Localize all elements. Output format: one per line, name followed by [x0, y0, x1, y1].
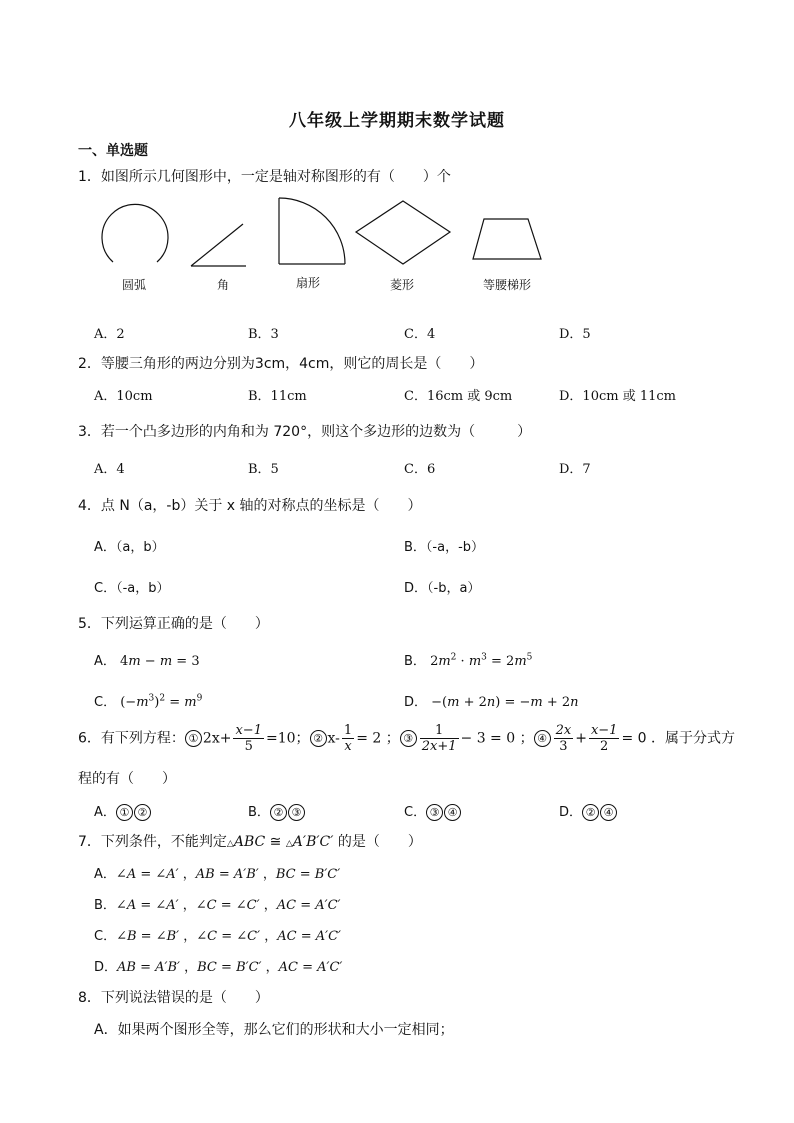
- question-5: 5．下列运算正确的是（ ）: [78, 616, 269, 632]
- figure-label-arc: 圆弧: [122, 278, 147, 292]
- circled-2: ②: [310, 730, 327, 747]
- q3-option-c[interactable]: C．6: [404, 462, 436, 477]
- fraction-4a: $\frac{2x}{3}$: [555, 723, 572, 754]
- q2-option-a[interactable]: A．10cm: [94, 389, 153, 404]
- circled-2: ②: [270, 804, 287, 821]
- q7-option-a[interactable]: A．∠A = ∠A′ ，AB = A′B′ ，BC = B′C′: [94, 867, 341, 882]
- arc-figure: [102, 204, 168, 262]
- trapezoid-figure: [473, 219, 541, 259]
- q2-option-c[interactable]: C．16cm 或 9cm: [404, 389, 513, 404]
- q7-option-d[interactable]: D．AB = A′B′ ，BC = B′C′ ，AC = A′C′: [94, 960, 343, 975]
- q2-option-b[interactable]: B．11cm: [248, 389, 307, 404]
- q1-option-d[interactable]: D．5: [559, 327, 591, 342]
- q5-label-a: A．: [94, 654, 116, 669]
- circled-1: ①: [185, 730, 202, 747]
- q5-option-b[interactable]: [404, 650, 532, 669]
- circled-4: ④: [534, 730, 551, 747]
- q3-option-a[interactable]: A．4: [94, 462, 125, 477]
- question-6: 6．有下列方程： ① 2x+ $\frac{x-1}{5}$ =10； ② x- $\frac{1}{x}$ = 2 ； ③ $\frac{1}{2x+1}$ − 3 = 0 ； ④ $\frac{2x}{3}$ + $\frac{x-1}{2}$ = 0 ．属于分式方: [78, 723, 735, 754]
- q1-option-c[interactable]: C．4: [404, 327, 436, 342]
- circled-4: ④: [444, 804, 461, 821]
- figure-label-sector: 扇形: [296, 276, 321, 290]
- q4-option-d[interactable]: D．（-b，a）: [404, 581, 481, 596]
- q5-formula-a: 4m − m = 3: [120, 654, 200, 669]
- q4-option-c[interactable]: C．（-a，b）: [94, 581, 170, 596]
- question-2: 2．等腰三角形的两边分别为3cm，4cm，则它的周长是（ ）: [78, 356, 484, 372]
- fraction-2: $\frac{1}{x}$: [343, 723, 353, 754]
- q5-option-d[interactable]: [404, 691, 579, 710]
- question-4: 4．点 N（a，-b）关于 x 轴的对称点的坐标是（ ）: [78, 498, 422, 514]
- circled-2: ②: [134, 804, 151, 821]
- question-6-line-2: 程的有（ ）: [78, 771, 176, 787]
- circled-3: ③: [400, 730, 417, 747]
- q8-option-a[interactable]: A．如果两个图形全等，那么它们的形状和大小一定相同；: [94, 1022, 454, 1038]
- q2-option-d[interactable]: D．10cm 或 11cm: [559, 389, 676, 404]
- q3-option-d[interactable]: D．7: [559, 462, 591, 477]
- geometry-figures: [0, 190, 794, 280]
- sector-figure: [279, 198, 345, 264]
- fraction-3: $\frac{1}{2x+1}$: [421, 723, 457, 754]
- circled-2: ②: [582, 804, 599, 821]
- q6-option-a[interactable]: A． ① ②: [94, 801, 152, 821]
- question-8: 8．下列说法错误的是（ ）: [78, 990, 269, 1006]
- circled-3: ③: [426, 804, 443, 821]
- q5-option-a[interactable]: [94, 650, 200, 669]
- section-heading: 一、单选题: [78, 143, 148, 159]
- q7-option-c[interactable]: C．∠B = ∠B′ ，∠C = ∠C′ ，AC = A′C′: [94, 929, 341, 944]
- page-title: 八年级上学期期末数学试题: [289, 111, 505, 131]
- q7-option-b[interactable]: B．∠A = ∠A′ ，∠C = ∠C′ ，AC = A′C′: [94, 898, 341, 913]
- fraction-1: $\frac{x-1}{5}$: [235, 723, 262, 754]
- rhombus-figure: [356, 201, 450, 264]
- q6-option-d[interactable]: D． ② ④: [559, 801, 618, 821]
- q5-label-b: B．: [404, 654, 426, 669]
- q3-option-b[interactable]: B．5: [248, 462, 279, 477]
- q5-formula-b: $2m^2 \cdot m^3 = 2m^5$: [430, 652, 533, 669]
- question-3: 3．若一个凸多边形的内角和为 720°，则这个多边形的边数为（ ）: [78, 424, 532, 440]
- q4-option-a[interactable]: A．（a，b）: [94, 540, 165, 555]
- q5-option-c[interactable]: [94, 691, 202, 710]
- figure-label-trapezoid: 等腰梯形: [483, 278, 532, 292]
- q5-label-d: D．: [404, 695, 428, 710]
- q1-option-a[interactable]: A．2: [94, 327, 125, 342]
- q5-formula-d: −(m + 2n) = −m + 2n: [431, 695, 579, 710]
- q5-formula-c: $(-m^3)^2 = m^9$: [120, 693, 203, 710]
- q6-option-b[interactable]: B． ② ③: [248, 801, 306, 821]
- figure-label-rhombus: 菱形: [390, 278, 415, 292]
- q1-option-b[interactable]: B．3: [248, 327, 279, 342]
- q6-option-c[interactable]: C． ③ ④: [404, 801, 462, 821]
- circled-3: ③: [288, 804, 305, 821]
- figure-label-angle: 角: [217, 278, 230, 292]
- question-1: 1．如图所示几何图形中，一定是轴对称图形的有（ ）个: [78, 169, 451, 185]
- q4-option-b[interactable]: B．（-a，-b）: [404, 540, 485, 555]
- circled-1: ①: [116, 804, 133, 821]
- circled-4: ④: [600, 804, 617, 821]
- question-7: 7．下列条件，不能判定△ABC ≅ △A′B′C′ 的是（ ）: [78, 834, 422, 850]
- congruence-formula: △ABC ≅ △A′B′C′: [226, 834, 334, 850]
- q5-label-c: C．: [94, 695, 117, 710]
- fraction-4b: $\frac{x-1}{2}$: [590, 723, 618, 754]
- angle-figure: [191, 224, 246, 266]
